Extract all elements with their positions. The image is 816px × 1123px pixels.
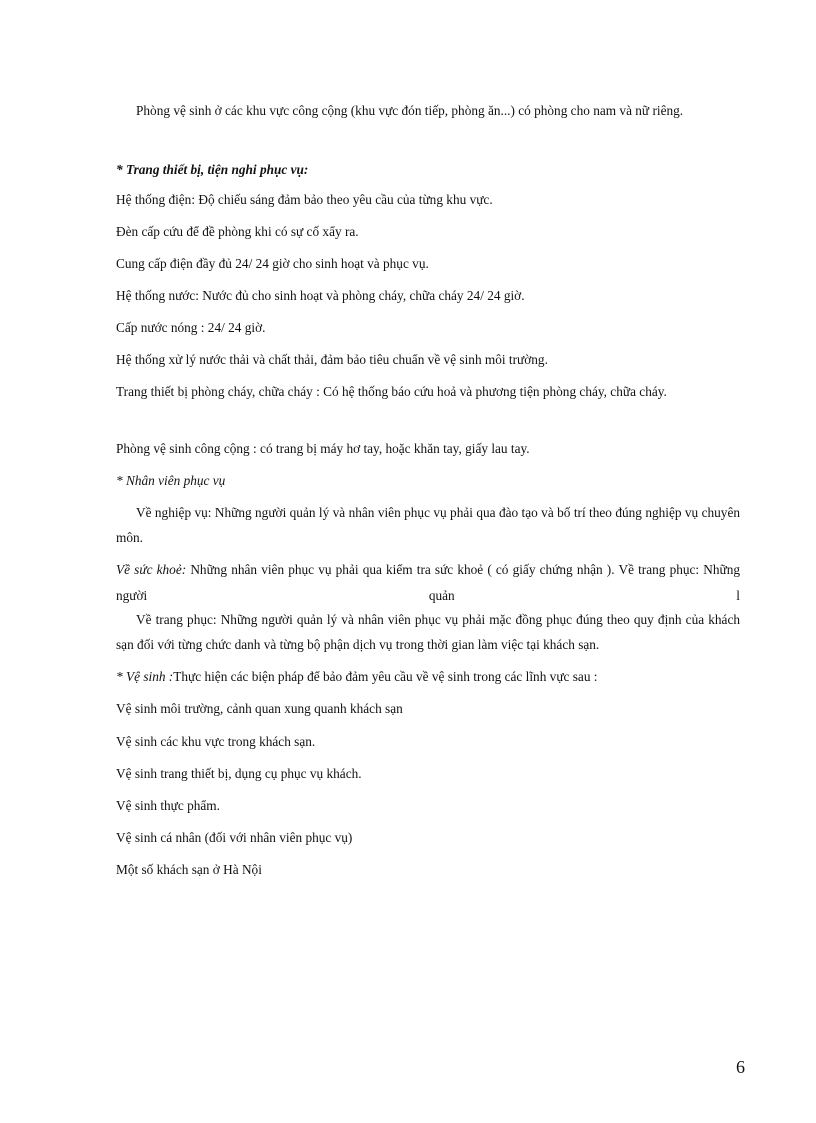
paragraph-health <box>116 557 740 609</box>
hygiene-label: * Vệ sinh : <box>116 669 174 684</box>
paragraph-water: Hệ thống nước: Nước đủ cho sinh hoạt và phòng cháy, chữa cháy 24/ 24 giờ. <box>116 288 525 303</box>
page-number: 6 <box>736 1057 745 1077</box>
paragraph-fire-equipment: Trang thiết bị phòng cháy, chữa cháy : Có hệ thống báo cứu hoả và phương tiện phòng cháy, chữa cháy. <box>116 384 667 399</box>
paragraph-hygiene-areas: Vệ sinh các khu vực trong khách sạn. <box>116 734 316 749</box>
heading-hygiene <box>116 664 740 689</box>
paragraph-electric: Hệ thống điện: Độ chiếu sáng đảm bảo theo yêu cầu của từng khu vực. <box>116 192 493 207</box>
hygiene-text: Thực hiện các biện pháp để bảo đảm yêu cầu về vệ sinh trong các lĩnh vực sau : <box>173 669 598 684</box>
paragraph-hygiene-equipment: Vệ sinh trang thiết bị, dụng cụ phục vụ khách. <box>116 766 362 781</box>
heading-equipment: * Trang thiết bị, tiện nghi phục vụ: <box>116 162 309 177</box>
health-text: Những nhân viên phục vụ phải qua kiểm tra sức khoẻ ( có giấy chứng nhận ). Về trang phục: Những người quản l <box>116 562 741 603</box>
health-label: Về sức khoẻ: <box>116 562 187 577</box>
paragraph-uniform: Về trang phục: Những người quản lý và nhân viên phục vụ phải mặc đồng phục đúng theo quy định của khách sạn đối với từng chức danh và từng bộ phận dịch vụ trong thời gian làm việc tại khách sạn. <box>116 612 740 652</box>
paragraph-hotels-hanoi: Một số khách sạn ở Hà Nội <box>116 862 262 877</box>
paragraph-hygiene-personal: Vệ sinh cá nhân (đối với nhân viên phục vụ) <box>116 830 353 845</box>
paragraph-hot-water: Cấp nước nóng : 24/ 24 giờ. <box>116 320 266 335</box>
paragraph-waste: Hệ thống xử lý nước thải và chất thải, đảm bảo tiêu chuẩn về vệ sinh môi trường. <box>116 352 548 367</box>
paragraph-skill: Về nghiệp vụ: Những người quản lý và nhân viên phục vụ phải qua đào tạo và bố trí theo đúng nghiệp vụ chuyên môn. <box>116 505 740 545</box>
paragraph-hygiene-environment: Vệ sinh môi trường, cảnh quan xung quanh khách sạn <box>116 701 403 716</box>
heading-staff: * Nhân viên phục vụ <box>116 473 226 488</box>
paragraph-emergency-light: Đèn cấp cứu để đề phòng khi có sự cố xẩy ra. <box>116 224 359 239</box>
paragraph-public-restroom-equipment: Phòng vệ sinh công cộng : có trang bị máy hơ tay, hoặc khăn tay, giấy lau tay. <box>116 441 530 456</box>
paragraph-power-supply: Cung cấp điện đầy đủ 24/ 24 giờ cho sinh hoạt và phục vụ. <box>116 256 429 271</box>
paragraph-restroom-public: Phòng vệ sinh ở các khu vực công cộng (khu vực đón tiếp, phòng ăn...) có phòng cho nam và nữ riêng. <box>136 103 684 118</box>
paragraph-hygiene-food: Vệ sinh thực phẩm. <box>116 798 220 813</box>
